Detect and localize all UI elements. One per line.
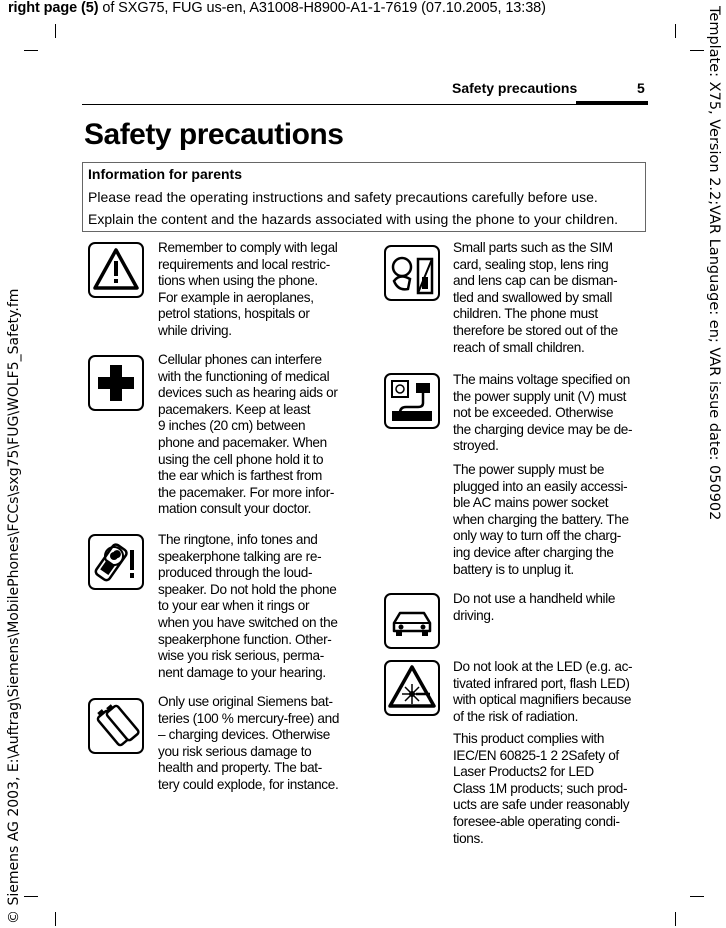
running-head: Safety precautions [452, 80, 578, 96]
battery-text: Only use original Siemens bat- teries (100 % mercury-free) and – charging devices. Otherwise you risk serious damage to health and property. The bat- tery could explode, for instance. [158, 694, 340, 792]
laser-warning-icon [384, 660, 440, 716]
car-icon [384, 593, 440, 649]
small-parts-icon [384, 245, 440, 301]
power-supply-icon [384, 373, 440, 429]
led-warning-text: Do not look at the LED (e.g. ac- tivated infrared port, flash LED) with optical magnifiers because of the risk of radiation. [453, 659, 633, 724]
crop-mark [55, 912, 56, 926]
battery-icon [88, 698, 144, 754]
legal-requirements-text: Remember to comply with legal requirements and local restric- tions when using the phone. For example in aeroplanes, petrol stations, hospitals or while driving. [158, 240, 338, 338]
crop-mark [55, 24, 56, 38]
info-line: Explain the content and the hazards associated with using the phone to your children. [88, 211, 619, 227]
crop-mark [690, 896, 704, 897]
print-metadata [8, 0, 546, 16]
driving-text: Do not use a handheld while driving. [453, 591, 616, 623]
warning-icon [88, 242, 144, 298]
print-metadata-page: right page (5) [8, 0, 99, 16]
crop-mark [675, 912, 676, 926]
crop-mark [675, 24, 676, 38]
loudspeaker-text: The ringtone, info tones and speakerphone talking are re- produced through the loud- speaker. Do not hold the phone to your ear when it rings or when you have switched on the speakerphone function. Other- wise you risk serious, perma- nent damage to your hearing. [158, 532, 338, 680]
mains-voltage-text: The mains voltage specified on the power supply unit (V) must not be exceeded. Otherwise the charging device may be de- stroyed. [453, 372, 633, 454]
crop-mark [24, 896, 38, 897]
parents-info-box [82, 162, 646, 232]
print-metadata-details: of SXG75, FUG us-en, A31008-H8900-A1-1-7619 (07.10.2005, 13:38) [98, 0, 546, 16]
header-rule [82, 104, 648, 105]
page-number: 5 [637, 80, 645, 96]
loudspeaker-warning-icon [88, 534, 144, 590]
info-heading: Information for parents [88, 166, 243, 182]
info-line: Please read the operating instructions and safety precautions carefully before use. [88, 189, 598, 205]
crop-mark [690, 50, 704, 51]
medical-cross-icon [88, 355, 144, 411]
medical-devices-text: Cellular phones can interfere with the functioning of medical devices such as hearing aids or pacemakers. Keep at least 9 inches (20 cm) between phone and pacemaker. When using the cell phone hold it to the ear which is farthest from the pacemaker. For more infor- mation consult your doctor. [158, 352, 338, 517]
template-info: Template: X75, Version 2.2;VAR Language: en; VAR issue date: 050902 [706, 6, 722, 521]
copyright-sidebar [4, 268, 26, 928]
header-rule-accent [576, 101, 648, 105]
copyright-path: © Siemens AG 2003, E:\Auftrag\Siemens\MobilePhones\FCCs\sxg75\FUG\WOLF5_Safety.fm [6, 288, 22, 924]
template-sidebar [704, 6, 724, 606]
crop-mark [24, 50, 38, 51]
power-socket-text: The power supply must be plugged into an easily accessi- ble AC mains power socket when charging the battery. The only way to turn off the charg- ing device after charging the battery is to unplug it. [453, 462, 629, 577]
page-title: Safety precautions [84, 118, 344, 151]
laser-compliance-text: This product complies with IEC/EN 60825-1 2 2Safety of Laser Products2 for LED Class 1M products; such prod- ucts are safe under reasonably foresee-able operating condi- tions. [453, 731, 630, 846]
small-parts-text: Small parts such as the SIM card, sealing stop, lens ring and lens cap can be disman- tled and swallowed by small children. The phone must therefore be stored out of the reach of small children. [453, 240, 618, 355]
